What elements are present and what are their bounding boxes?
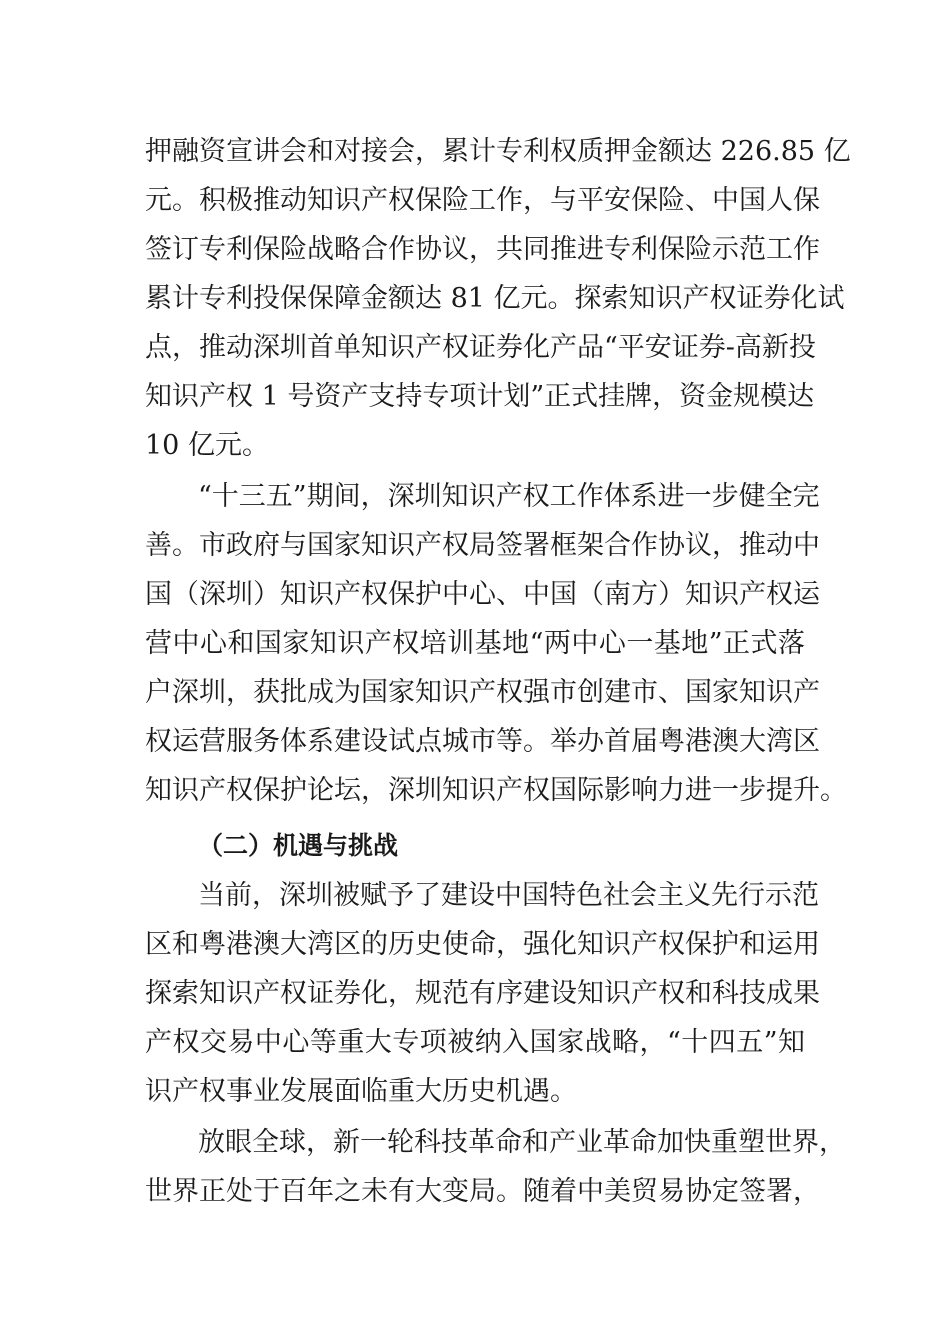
paragraph-1-line-3: 签订专利保险战略合作协议，共同推进专利保险示范工作 (145, 234, 820, 265)
paragraph-2-line-4: 营中心和国家知识产权培训基地“两中心一基地”正式落 (145, 628, 805, 659)
paragraph-2-line-1: “十三五”期间，深圳知识产权工作体系进一步健全完 (198, 481, 820, 512)
paragraph-3-line-2: 区和粤港澳大湾区的历史使命，强化知识产权保护和运用 (145, 929, 820, 960)
paragraph-1-line-2: 元。积极推动知识产权保险工作，与平安保险、中国人保 (145, 185, 820, 216)
paragraph-1-line-5: 点，推动深圳首单知识产权证券化产品“平安证券-高新投 (145, 332, 816, 363)
paragraph-1-line-6: 知识产权 1 号资产支持专项计划”正式挂牌，资金规模达 (145, 381, 815, 412)
paragraph-4-line-1: 放眼全球，新一轮科技革命和产业革命加快重塑世界， (198, 1127, 846, 1158)
paragraph-4-line-2: 世界正处于百年之未有大变局。随着中美贸易协定签署， (145, 1176, 820, 1207)
section-heading: （二）机遇与挑战 (198, 831, 399, 860)
paragraph-3-line-4: 产权交易中心等重大专项被纳入国家战略，“十四五”知 (145, 1027, 805, 1058)
paragraph-3-line-1: 当前，深圳被赋予了建设中国特色社会主义先行示范 (198, 880, 819, 911)
paragraph-1-line-4: 累计专利投保保障金额达 81 亿元。探索知识产权证券化试 (145, 283, 845, 314)
paragraph-3-line-3: 探索知识产权证券化，规范有序建设知识产权和科技成果 (145, 978, 820, 1009)
paragraph-1-line-1: 押融资宣讲会和对接会，累计专利权质押金额达 226.85 亿 (145, 136, 851, 167)
paragraph-2-line-3: 国（深圳）知识产权保护中心、中国（南方）知识产权运 (145, 579, 820, 610)
paragraph-1-line-7: 10 亿元。 (145, 430, 269, 461)
paragraph-2-line-5: 户深圳，获批成为国家知识产权强市创建市、国家知识产 (145, 677, 820, 708)
paragraph-2-line-2: 善。市政府与国家知识产权局签署框架合作协议，推动中 (145, 530, 820, 561)
paragraph-2-line-7: 知识产权保护论坛，深圳知识产权国际影响力进一步提升。 (145, 775, 847, 806)
paragraph-3-line-5: 识产权事业发展面临重大历史机遇。 (145, 1076, 577, 1107)
paragraph-2-line-6: 权运营服务体系建设试点城市等。举办首届粤港澳大湾区 (145, 726, 820, 757)
